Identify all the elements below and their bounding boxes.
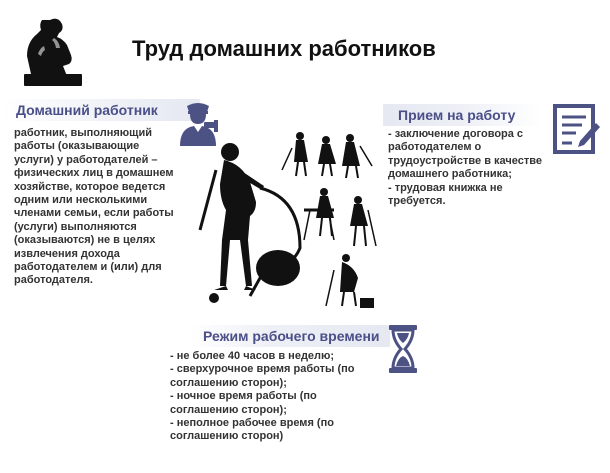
hiring-heading: Прием на работу (398, 107, 516, 123)
worktime-text: - не более 40 часов в неделю; - сверхурочное время работы (по соглашению сторон); - ночное время работы (по соглашению сторон); - неполное рабочее время (по соглашению сторон) (170, 350, 355, 443)
housework-silhouettes-image (196, 130, 386, 320)
hourglass-icon (388, 325, 418, 373)
hiring-text: - заключение договора с работодателем о трудоустройстве в качестве домашнего работника; - трудовая книжка не требуется. (388, 128, 542, 208)
document-icon (552, 103, 600, 155)
page-title: Труд домашних работников (132, 36, 436, 61)
thinker-statue-icon (20, 14, 86, 90)
worker-definition-text: работник, выполняющий работы (оказывающие услуги) у работодателей – физических лиц в домашнем хозяйстве, которое ведется одним или несколькими членами семьи, если работы (услуги) выполняются (оказываются) не в целях извлечения дохода работодателем и (или) для работодателя. (14, 127, 174, 287)
worktime-heading: Режим рабочего времени (203, 328, 380, 344)
worker-heading: Домашний работник (16, 102, 158, 118)
